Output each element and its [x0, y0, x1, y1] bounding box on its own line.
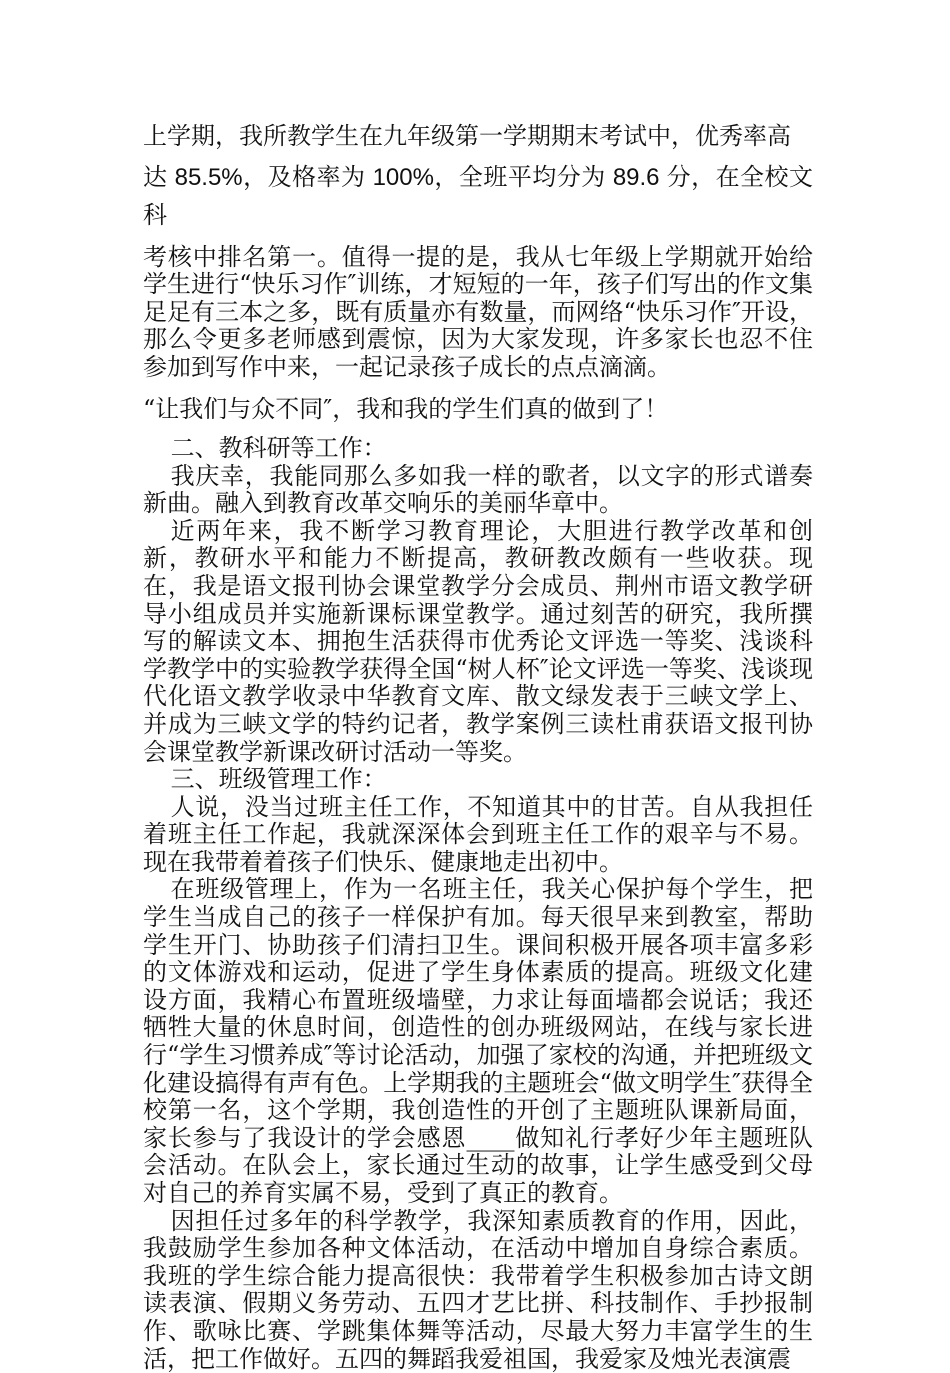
paragraph-happy-writing: 考核中排名第一。值得一提的是，我从七年级上学期就开始给学生进行“快乐习作″训练，才短短的一年，孩子们写出的作文集足足有三本之多，既有质量亦有数量，而网络“快乐习作″开设，那么令更多老师感到震惊，因为大家发现，许多家长也忍不住参加到写作中来，一起记录孩子成长的点点滴滴。 — [143, 242, 813, 381]
paragraph-head-teacher: 人说，没当过班主任工作，不知道其中的甘苦。自从我担任着班主任工作起，我就深深体会到班主任工作的艰辛与不易。现在我带着着孩子们快乐、健康地走出初中。 — [143, 792, 813, 876]
paragraph-be-different: “让我们与众不同″，我和我的学生们真的做到了！ — [143, 395, 669, 424]
section-heading-class-management: 三、班级管理工作： — [170, 765, 387, 794]
paragraph-quality-education: 因担任过多年的科学教学，我深知素质教育的作用，因此，我鼓励学生参加各种文体活动，在活动中增加自身综合素质。我班的学生综合能力提高很快：我带着学生积极参加古诗文朗读表演、假期义务劳动、五四才艺比拼、科技制作、手抄报制作、歌咏比赛、学跳集体舞等活动，尽最大努力丰富学生的生活，把工作做好。五四的舞蹈我爱祖国，我爱家及烛光表演震 — [143, 1206, 813, 1373]
paragraph-research-achievements: 近两年来，我不断学习教育理论，大胆进行教学改革和创新，教研水平和能力不断提高，教研教改颇有一些收获。现在，我是语文报刊协会课堂教学分会成员、荆州市语文教学研导小组成员并实施新课标课堂教学。通过刻苦的研究，我所撰写的解读文本、拥抱生活获得市优秀论文评选一等奖、浅谈科学教学中的实验教学获得全国“树人杯″论文评选一等奖、浅谈现代化语文教学收录中华教育文库、散文绿发表于三峡文学上、并成为三峡文学的特约记者，教学案例三读杜甫获语文报刊协会课堂教学新课改研讨活动一等奖。 — [143, 516, 813, 766]
document-page — [143, 118, 813, 1373]
section-heading-research: 二、教科研等工作： — [170, 433, 387, 462]
paragraph-class-management: 在班级管理上，作为一名班主任，我关心保护每个学生，把学生当成自己的孩子一样保护有加。每天很早来到教室，帮助学生开门、协助孩子们清扫卫生。课间积极开展各项丰富多彩的文体游戏和运动，促进了学生身体素质的提高。班级文化建设方面，我精心布置班级墙壁，力求让每面墙都会说话；我还牺牲大量的休息时间，创造性的创办班级网站，在线与家长进行“学生习惯养成″等讨论活动，加强了家校的沟通，并把班级文化建设搞得有声有色。上学期我的主题班会“做文明学生″获得全校第一名，这个学期，我创造性的开创了主题班队课新局面，家长参与了我设计的学会感恩____做知礼行孝好少年主题班队会活动。在队会上，家长通过生动的故事，让学生感受到父母对自己的养育实属不易，受到了真正的教育。 — [143, 875, 813, 1207]
paragraph-results-line-2: 达 85.5%，及格率为 100%，全班平均分为 89.6 分，在全校文科 — [143, 163, 813, 229]
paragraph-research-intro: 我庆幸，我能同那么多如我一样的歌者，以文字的形式谱奏新曲。融入到教育改革交响乐的美丽华章中。 — [143, 461, 813, 518]
paragraph-results-line-1: 上学期，我所教学生在九年级第一学期期末考试中，优秀率高 — [143, 123, 791, 150]
